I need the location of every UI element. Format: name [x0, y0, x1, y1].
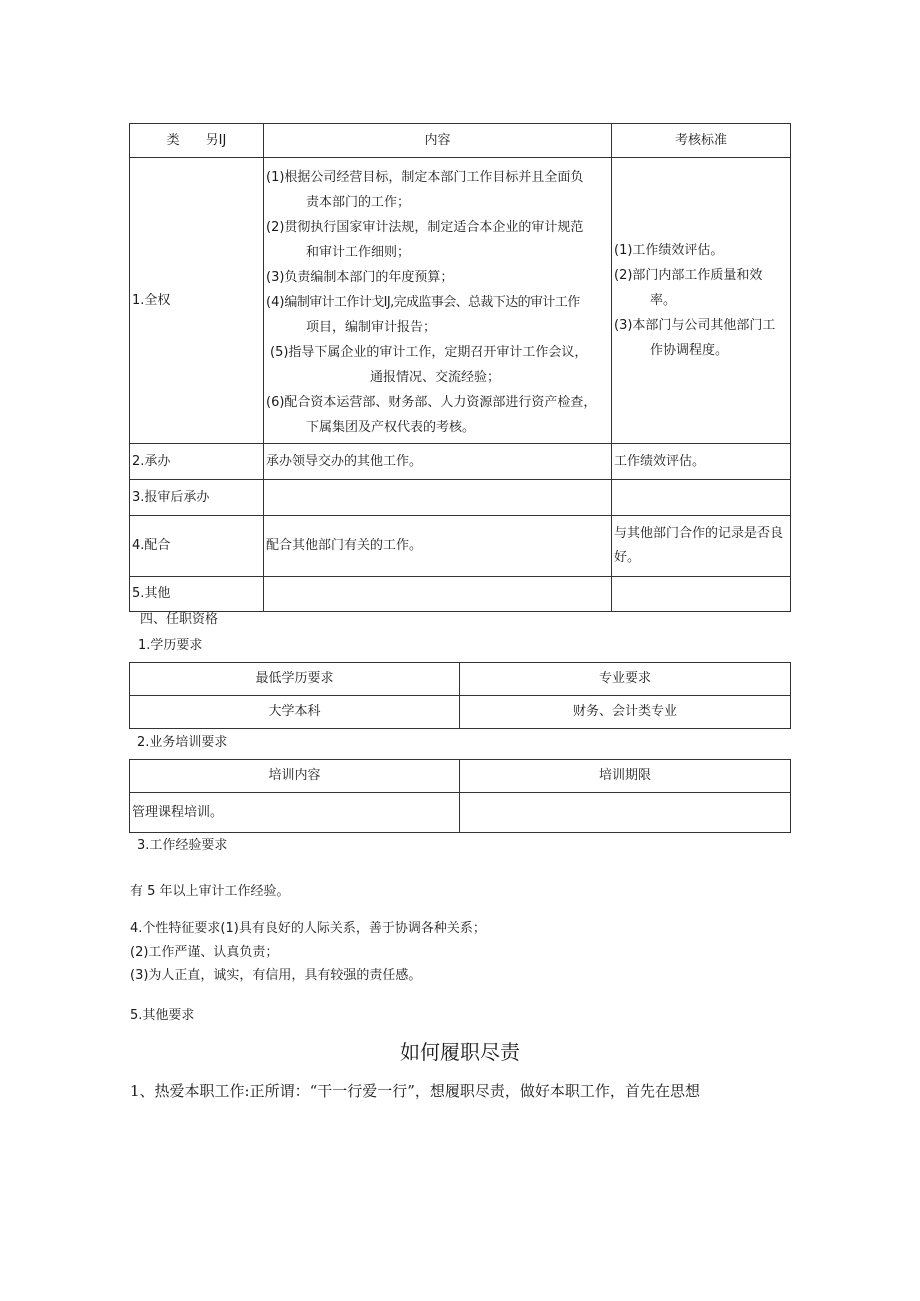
list-item: (6)配合资本运营部、财务部、人力资源部进行资产检查， 下属集团及产权代表的考核。: [266, 395, 597, 435]
table-row: [130, 696, 791, 729]
edu-header-major: 专业要求: [460, 663, 791, 696]
row-content: 配合其他部门有关的工作。: [264, 516, 612, 577]
edu-value-level: 大学本科: [130, 696, 460, 729]
row-content: [264, 158, 612, 444]
list-item: (5)指导下属企业的审计工作，定期召开审计工作会议， 通报情况、交流经验；: [270, 345, 588, 385]
table-row: [130, 516, 791, 577]
row-content: [264, 480, 612, 516]
article-paragraph: 1、热爱本职工作:正所谓：“干一行爱一行”，想履职尽责，做好本职工作，首先在思想: [130, 1082, 700, 1100]
experience-text: 有 5 年以上审计工作经验。: [130, 884, 290, 899]
training-table: [129, 759, 791, 833]
table-row: [130, 158, 791, 444]
row-content: 承办领导交办的其他工作。: [264, 444, 612, 480]
section4-heading: 四、任职资格: [140, 612, 219, 627]
experience-heading: 3.工作经验要求: [137, 838, 228, 853]
table-row: [130, 760, 791, 793]
other-heading: 5.其他要求: [130, 1008, 195, 1023]
edu-heading: 1.学历要求: [138, 638, 203, 653]
row-standard: 与其他部门合作的记录是否良好。: [612, 516, 791, 577]
list-item: (3)本部门与公司其他部门工 作协调程度。: [614, 318, 776, 358]
header-content: 内容: [264, 124, 612, 158]
row-category: 1.全权: [130, 158, 264, 444]
personality-line-1: 4.个性特征要求(1)具有良好的人际关系，善于协调各种关系；: [130, 921, 486, 936]
row-standard: [612, 158, 791, 444]
row-category: 5.其他: [130, 577, 264, 612]
header-category: 类 另IJ: [130, 124, 264, 158]
row-standard: 工作绩效评估。: [612, 444, 791, 480]
header-standard: 考核标准: [612, 124, 791, 158]
row-category: 3.报审后承办: [130, 480, 264, 516]
article-title: 如何履职尽责: [400, 1040, 520, 1064]
training-heading: 2.业务培训要求: [137, 735, 228, 750]
table-row: [130, 444, 791, 480]
table-row: [130, 577, 791, 612]
list-item: (1)工作绩效评估。: [614, 243, 724, 258]
row-standard: [612, 577, 791, 612]
row-category: 4.配合: [130, 516, 264, 577]
list-item: (3)负责编制本部门的年度预算；: [266, 270, 454, 285]
list-item: (2)贯彻执行国家审计法规，制定适合本企业的审计规范 和审计工作细则；: [266, 220, 584, 260]
table-row: [130, 480, 791, 516]
list-item: (4)编制审计工作计戈IJ,完成监事会、总裁下达的审计工作 项目，编制审计报告；: [266, 295, 580, 335]
row-content: [264, 577, 612, 612]
list-item: (1)根据公司经营目标，制定本部门工作目标并且全面负 责本部门的工作；: [266, 170, 584, 210]
training-header-content: 培训内容: [130, 760, 460, 793]
edu-table: [129, 662, 791, 729]
personality-line-3: (3)为人正直，诚实，有信用，具有较强的责任感。: [130, 968, 422, 983]
edu-header-level: 最低学历要求: [130, 663, 460, 696]
personality-line-2: (2)工作严谨、认真负责；: [130, 945, 279, 960]
list-item: (2)部门内部工作质量和效 率。: [614, 268, 763, 308]
row-category: 2.承办: [130, 444, 264, 480]
table-row: [130, 663, 791, 696]
duty-table: [129, 123, 791, 612]
row-standard: [612, 480, 791, 516]
training-value-period: [460, 793, 791, 833]
table-row: [130, 793, 791, 833]
edu-value-major: 财务、会计类专业: [460, 696, 791, 729]
training-value-content: 管理课程培训。: [130, 793, 460, 833]
training-header-period: 培训期限: [460, 760, 791, 793]
duty-table-header: [130, 124, 791, 158]
